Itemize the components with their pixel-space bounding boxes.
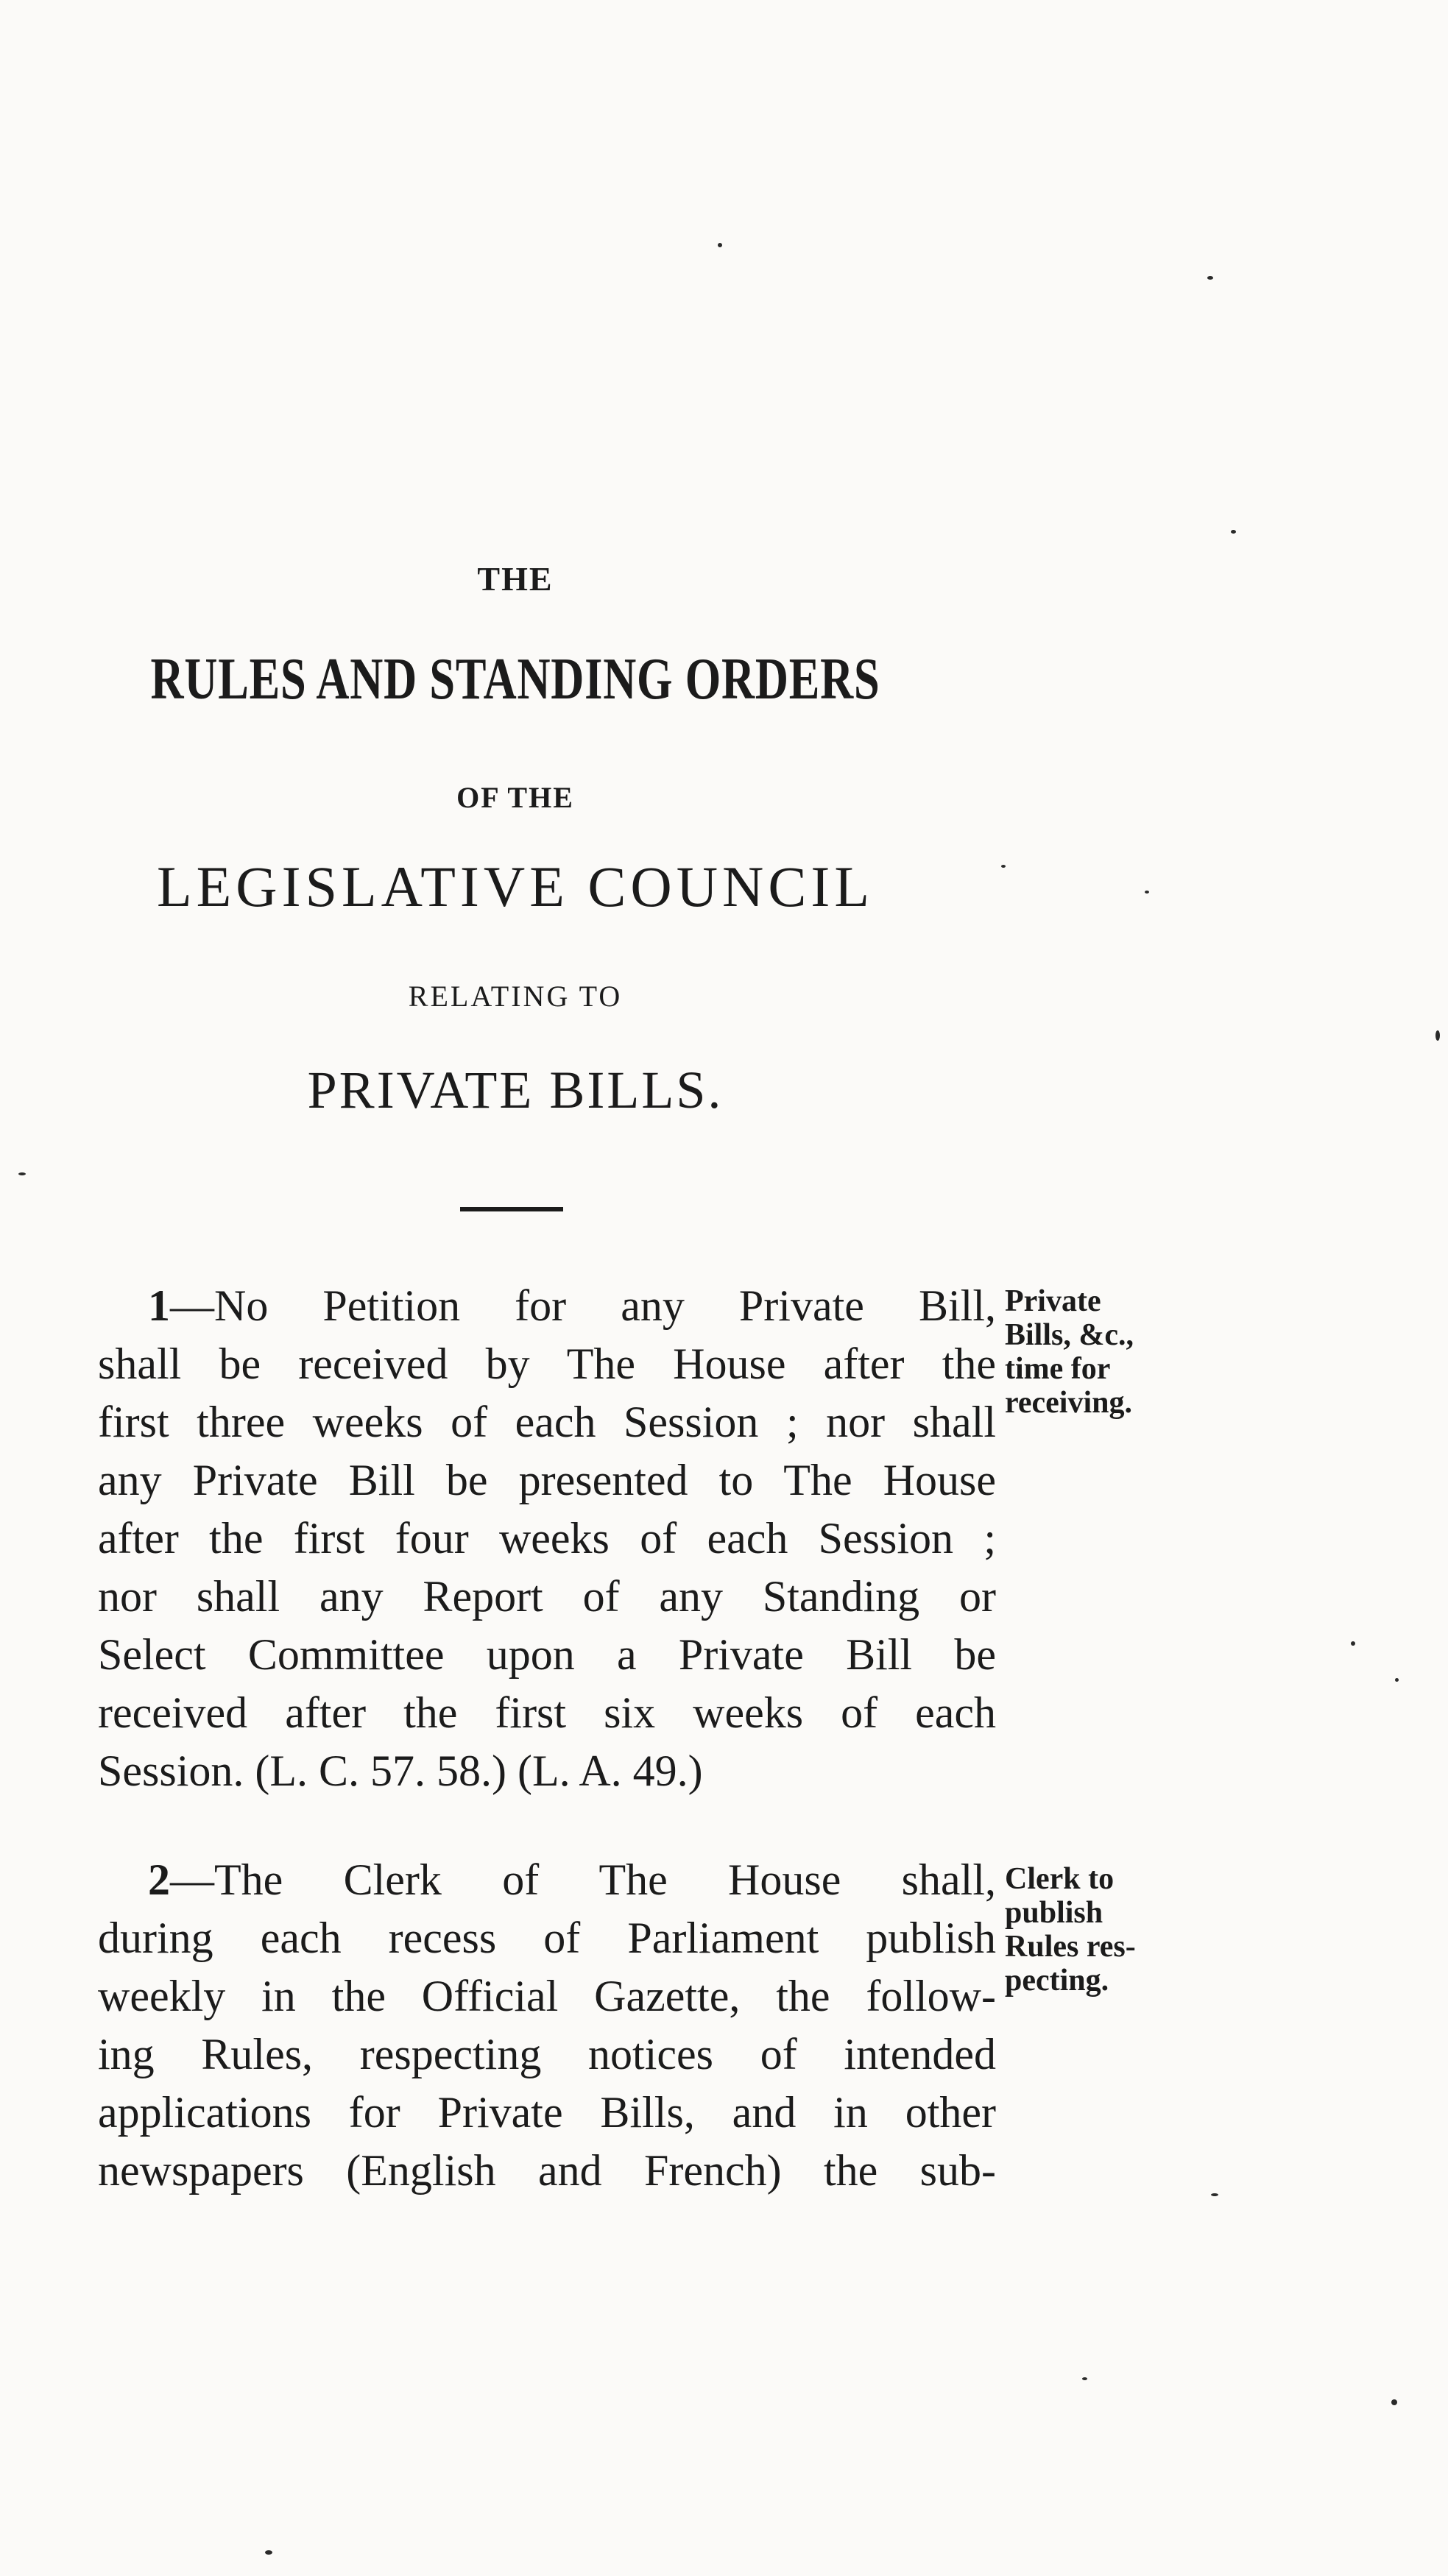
title-the: THE	[477, 560, 554, 598]
rule-line: received after the first six weeks of each	[98, 1688, 996, 1737]
margin-note-line: Clerk to	[1005, 1862, 1115, 1896]
margin-note-line: time for	[1005, 1352, 1111, 1386]
margin-note-rule-1	[1005, 1284, 1196, 1420]
speck	[1145, 891, 1149, 894]
speck	[265, 2550, 272, 2555]
private-bills-title: PRIVATE BILLS.	[307, 1061, 724, 1119]
margin-note-rule-2	[1005, 1862, 1196, 1998]
title-of-the: OF THE	[456, 781, 574, 814]
margin-note-line: publish	[1005, 1896, 1103, 1930]
rule-line: during each recess of Parliament publish	[98, 1914, 996, 1962]
speck	[1435, 1030, 1440, 1041]
rule-line: newspapers (English and French) the sub-	[98, 2146, 996, 2195]
speck	[718, 243, 722, 247]
rule-line: after the first four weeks of each Session ;	[98, 1514, 996, 1563]
margin-note-line: Private	[1005, 1284, 1101, 1318]
speck	[1207, 276, 1213, 280]
title-relating-to: RELATING TO	[408, 980, 623, 1013]
speck	[18, 1172, 26, 1175]
council-title: LEGISLATIVE COUNCIL	[156, 854, 875, 919]
rule-line: weekly in the Official Gazette, the follow-	[98, 1972, 996, 2020]
speck	[1395, 1678, 1399, 1682]
speck	[1231, 530, 1236, 534]
rule-line: 2—The Clerk of The House shall,	[148, 1855, 996, 1904]
margin-note-line: pecting.	[1005, 1964, 1109, 1998]
rule-line: Session. (L. C. 57. 58.) (L. A. 49.)	[98, 1747, 703, 1795]
speck	[1211, 2193, 1218, 2196]
margin-note-line: Bills, &c.,	[1005, 1318, 1134, 1352]
speck	[1351, 1641, 1355, 1646]
rule-line: Select Committee upon a Private Bill be	[98, 1630, 996, 1679]
rule-2-paragraph	[98, 1851, 996, 2200]
margin-note-line: receiving.	[1005, 1386, 1133, 1420]
rule-number: 1	[148, 1281, 170, 1330]
rule-number: 2	[148, 1855, 170, 1904]
speck	[1082, 2377, 1087, 2380]
rule-line: shall be received by The House after the	[98, 1340, 996, 1388]
rule-line: any Private Bill be presented to The House	[98, 1456, 996, 1504]
rule-line: first three weeks of each Session ; nor shall	[98, 1398, 996, 1446]
speck	[1391, 2399, 1397, 2405]
main-title: RULES AND STANDING ORDERS	[150, 647, 880, 712]
section-divider	[460, 1207, 563, 1211]
rule-1-paragraph	[98, 1277, 996, 1800]
rule-line: 1—No Petition for any Private Bill,	[148, 1281, 996, 1330]
rule-line: ing Rules, respecting notices of intended	[98, 2030, 996, 2078]
rule-line: nor shall any Report of any Standing or	[98, 1572, 996, 1621]
margin-note-line: Rules res-	[1005, 1930, 1136, 1964]
speck	[1001, 865, 1006, 868]
rule-line: applications for Private Bills, and in other	[98, 2088, 996, 2137]
